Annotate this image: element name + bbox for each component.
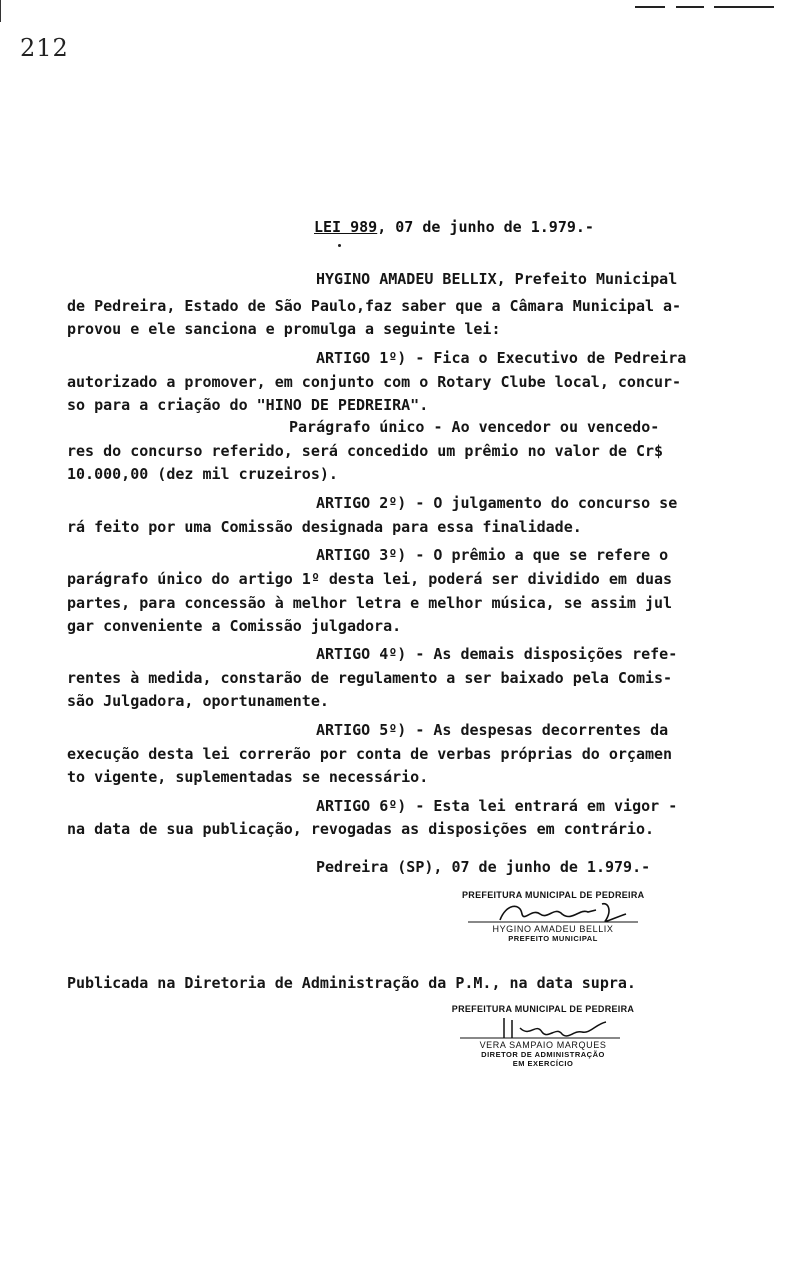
- director-signature-stamp: [450, 1004, 636, 1068]
- mayor-signature-stamp: [462, 890, 644, 943]
- body-line: 10.000,00 (dez mil cruzeiros).: [67, 465, 338, 483]
- law-date: , 07 de junho de 1.979.-: [377, 218, 594, 236]
- top-rule: [714, 6, 774, 8]
- closing-date: Pedreira (SP), 07 de junho de 1.979.-: [316, 858, 651, 876]
- law-number: LEI 989: [314, 218, 378, 236]
- body-line: gar conveniente a Comissão julgadora.: [67, 617, 402, 635]
- law-title: [314, 218, 594, 236]
- body-line: HYGINO AMADEU BELLIX, Prefeito Municipal: [316, 270, 678, 288]
- stamp-signer-role: DIRETOR DE ADMINISTRAÇÃO: [481, 1050, 605, 1059]
- body-line: to vigente, suplementadas se necessário.: [67, 768, 429, 786]
- stamp-signer-name: VERA SAMPAIO MARQUES: [479, 1040, 607, 1050]
- body-line: rá feito por uma Comissão designada para essa finalidade.: [67, 518, 582, 536]
- body-line: ARTIGO 6º) - Esta lei entrará em vigor -: [316, 797, 678, 815]
- body-line: parágrafo único do artigo 1º desta lei, poderá ser dividido em duas: [67, 570, 673, 588]
- ink-dot: [338, 244, 341, 247]
- body-line: autorizado a promover, em conjunto com o Rotary Clube local, concur-: [67, 373, 682, 391]
- body-line: so para a criação do "HINO DE PEDREIRA".: [67, 396, 429, 414]
- body-line: na data de sua publicação, revogadas as disposições em contrário.: [67, 820, 654, 838]
- stamp-signer-name: HYGINO AMADEU BELLIX: [492, 924, 614, 934]
- body-line: ARTIGO 3º) - O prêmio a que se refere o: [316, 546, 669, 564]
- body-line: provou e ele sanciona e promulga a seguinte lei:: [67, 320, 501, 338]
- body-line: Parágrafo único - Ao vencedor ou vencedo-: [289, 418, 660, 436]
- body-line: são Julgadora, oportunamente.: [67, 692, 329, 710]
- scan-edge-mark: [0, 0, 1, 22]
- publication-note: Publicada na Diretoria de Administração da P.M., na data supra.: [67, 974, 636, 992]
- body-line: ARTIGO 5º) - As despesas decorrentes da: [316, 721, 669, 739]
- mayor-signature: [462, 900, 644, 924]
- body-line: execução desta lei correrão por conta de verbas próprias do orçamen: [67, 745, 673, 763]
- body-line: res do concurso referido, será concedido um prêmio no valor de Cr$: [67, 442, 664, 460]
- stamp-signer-role: PREFEITO MUNICIPAL: [508, 934, 598, 943]
- body-line: ARTIGO 1º) - Fica o Executivo de Pedreira: [316, 349, 687, 367]
- stamp-heading: PREFEITURA MUNICIPAL DE PEDREIRA: [451, 1004, 635, 1014]
- body-line: ARTIGO 2º) - O julgamento do concurso se: [316, 494, 678, 512]
- body-line: partes, para concessão à melhor letra e melhor música, se assim jul: [67, 594, 673, 612]
- stamp-signer-status: EM EXERCÍCIO: [512, 1059, 574, 1068]
- body-line: ARTIGO 4º) - As demais disposições refe-: [316, 645, 678, 663]
- stamp-heading: PREFEITURA MUNICIPAL DE PEDREIRA: [462, 890, 645, 900]
- body-line: rentes à medida, constarão de regulamento a ser baixado pela Comis-: [67, 669, 673, 687]
- top-rule: [635, 6, 665, 8]
- page-number: 212: [20, 34, 69, 62]
- director-signature: [450, 1014, 636, 1040]
- body-line: de Pedreira, Estado de São Paulo,faz saber que a Câmara Municipal a-: [67, 297, 682, 315]
- top-rule: [676, 6, 704, 8]
